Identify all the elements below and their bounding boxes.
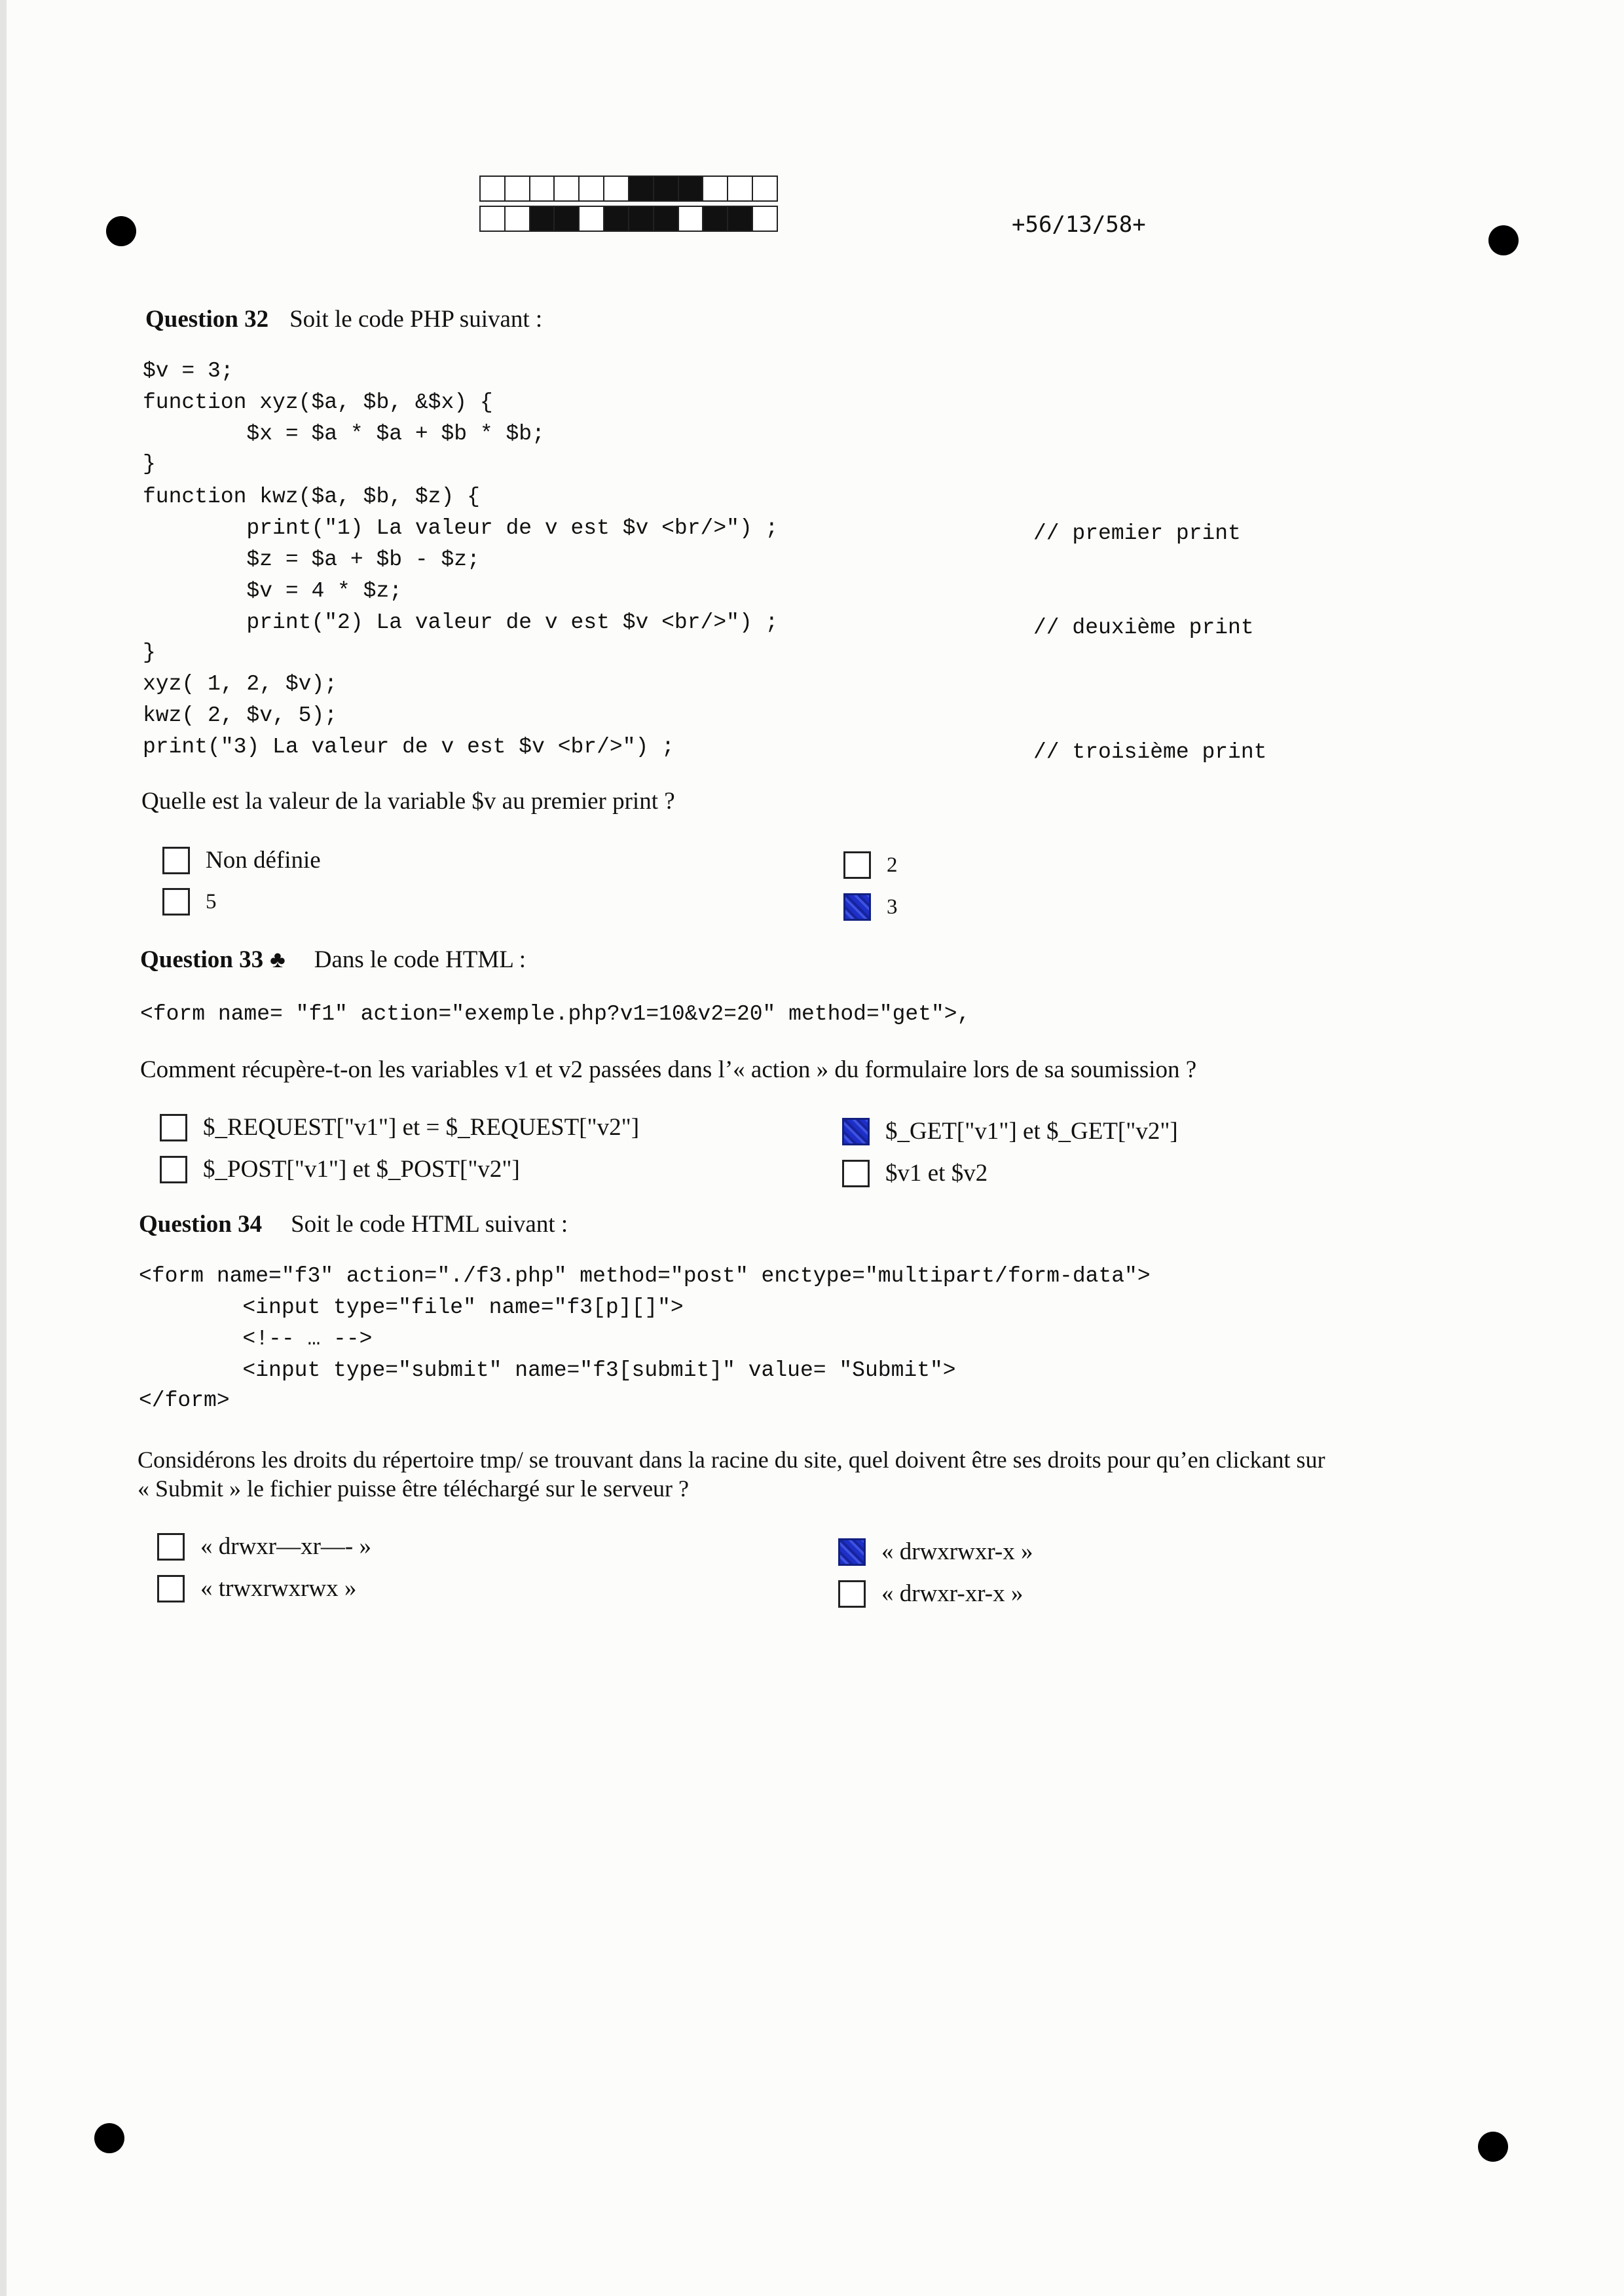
barcode-cell	[479, 176, 506, 202]
club-icon: ♣	[270, 946, 286, 972]
checkbox-checked[interactable]	[838, 1538, 866, 1566]
question-34-heading	[139, 1210, 568, 1238]
q32-code-line: }	[143, 452, 156, 476]
q32-choice-non-definie[interactable]	[162, 846, 321, 874]
q33-choice-get[interactable]	[842, 1117, 1178, 1145]
barcode-cell	[727, 176, 753, 202]
q34-choice-drwxr-xr-x[interactable]	[838, 1580, 1023, 1608]
barcode-cell	[628, 176, 654, 202]
question-34-prompt-line-1: Considérons les droits du répertoire tmp/ se trouvant dans la racine du site, quel doivent être ses droits pour qu’en clickant sur	[138, 1447, 1325, 1473]
q33-choice-vars[interactable]	[842, 1159, 987, 1187]
barcode-cell	[678, 206, 704, 232]
choice-label: $_GET["v1"] et $_GET["v2"]	[885, 1118, 1178, 1145]
q32-comment-third: // troisième print	[1033, 740, 1267, 764]
checkbox[interactable]	[160, 1156, 187, 1183]
choice-label: 2	[887, 853, 898, 877]
q32-code-line: print("2) La valeur de v est $v <br/>") ;	[143, 610, 779, 635]
checkbox[interactable]	[160, 1114, 187, 1141]
barcode-cell	[504, 206, 530, 232]
q33-choice-request[interactable]	[160, 1113, 639, 1141]
barcode-cell	[603, 176, 629, 202]
barcode-cell	[653, 176, 679, 202]
q34-code-line: <input type="file" name="f3[p][]">	[139, 1295, 684, 1320]
checkbox[interactable]	[842, 1160, 870, 1187]
barcode-cell	[702, 176, 728, 202]
barcode-cell	[678, 176, 704, 202]
q32-code-line: $z = $a + $b - $z;	[143, 547, 480, 572]
choice-label: « trwxrwxrwx »	[200, 1575, 357, 1602]
barcode-cell	[553, 206, 580, 232]
q32-comment-second: // deuxième print	[1033, 616, 1254, 640]
question-32-heading	[145, 305, 542, 333]
checkbox-checked[interactable]	[843, 893, 871, 921]
question-32-prompt: Quelle est la valeur de la variable $v au premier print ?	[141, 788, 675, 815]
q32-code-line: }	[143, 640, 156, 665]
q33-code-line: <form name= "f1" action="exemple.php?v1=10&v2=20" method="get">,	[140, 1002, 970, 1026]
question-33-prompt: Comment récupère-t-on les variables v1 et v2 passées dans l’« action » du formulaire lors de sa soumission ?	[140, 1056, 1197, 1083]
barcode-cell	[578, 206, 604, 232]
q34-code-line: <!-- … -->	[139, 1327, 373, 1351]
q32-code-line: kwz( 2, $v, 5);	[143, 703, 338, 728]
corner-mark-top-left	[106, 216, 136, 246]
barcode-row-top	[481, 176, 778, 202]
choice-label: 5	[206, 889, 217, 914]
barcode-cell	[752, 206, 778, 232]
question-32-intro: Soit le code PHP suivant :	[289, 306, 543, 333]
q34-code-line: <input type="submit" name="f3[submit]" value= "Submit">	[139, 1358, 956, 1382]
q32-code-line: $x = $a * $a + $b * $b;	[143, 422, 545, 446]
q32-code-line: print("3) La valeur de v est $v <br/>") ;	[143, 735, 674, 759]
barcode-cell	[578, 176, 604, 202]
choice-label: $_REQUEST["v1"] et = $_REQUEST["v2"]	[203, 1114, 640, 1141]
barcode-cell	[529, 176, 555, 202]
barcode-cell	[653, 206, 679, 232]
choice-label: « drwxr—xr—- »	[200, 1533, 372, 1560]
checkbox[interactable]	[838, 1580, 866, 1608]
question-34-intro: Soit le code HTML suivant :	[291, 1211, 568, 1238]
q34-choice-drwxr-xr[interactable]	[157, 1532, 371, 1561]
choice-label: « drwxrwxr-x »	[881, 1538, 1033, 1565]
choice-label: Non définie	[206, 847, 321, 874]
checkbox-checked[interactable]	[842, 1118, 870, 1145]
checkbox[interactable]	[157, 1575, 185, 1602]
barcode-cell	[752, 176, 778, 202]
question-33-label: Question 33	[140, 946, 264, 973]
barcode-cell	[553, 176, 580, 202]
choice-label: 3	[887, 895, 898, 919]
corner-mark-bottom-right	[1478, 2132, 1508, 2162]
barcode-cell	[628, 206, 654, 232]
choice-label: « drwxr-xr-x »	[881, 1580, 1024, 1607]
q34-code-line: </form>	[139, 1388, 230, 1413]
barcode-cell	[603, 206, 629, 232]
barcode-cell	[727, 206, 753, 232]
barcode-cell	[529, 206, 555, 232]
q32-code-line: $v = 3;	[143, 359, 234, 383]
barcode-cell	[504, 176, 530, 202]
sheet-id: +56/13/58+	[1012, 212, 1146, 238]
barcode-row-bottom	[481, 206, 778, 232]
q34-choice-trwxrwxrwx[interactable]	[157, 1574, 356, 1602]
question-34-prompt-line-2: « Submit » le fichier puisse être téléchargé sur le serveur ?	[138, 1475, 690, 1502]
checkbox[interactable]	[162, 888, 190, 916]
q33-choice-post[interactable]	[160, 1155, 520, 1183]
page-edge	[0, 0, 7, 2296]
q32-comment-first: // premier print	[1033, 521, 1241, 546]
q32-choice-2[interactable]	[843, 851, 898, 879]
barcode-cell	[702, 206, 728, 232]
q32-code-line: $v = 4 * $z;	[143, 579, 403, 603]
q32-code-line: function xyz($a, $b, &$x) {	[143, 390, 493, 415]
corner-mark-top-right	[1488, 225, 1519, 255]
question-33-heading	[140, 946, 526, 974]
barcode-cell	[479, 206, 506, 232]
checkbox[interactable]	[162, 847, 190, 874]
q34-code-line: <form name="f3" action="./f3.php" method="post" enctype="multipart/form-data">	[139, 1264, 1151, 1288]
q32-code-line: xyz( 1, 2, $v);	[143, 672, 338, 696]
choice-label: $v1 et $v2	[885, 1160, 988, 1187]
question-33-intro: Dans le code HTML :	[314, 946, 526, 973]
checkbox[interactable]	[157, 1533, 185, 1561]
choice-label: $_POST["v1"] et $_POST["v2"]	[203, 1156, 520, 1183]
q32-code-line: function kwz($a, $b, $z) {	[143, 485, 480, 509]
corner-mark-bottom-left	[94, 2123, 124, 2153]
checkbox[interactable]	[843, 851, 871, 879]
q32-choice-5[interactable]	[162, 888, 217, 916]
q32-code-line: print("1) La valeur de v est $v <br/>") ;	[143, 516, 779, 540]
q34-choice-drwxrwxr-x[interactable]	[838, 1538, 1033, 1566]
q32-choice-3[interactable]	[843, 893, 898, 921]
question-32-label: Question 32	[145, 306, 269, 333]
question-34-label: Question 34	[139, 1211, 263, 1238]
